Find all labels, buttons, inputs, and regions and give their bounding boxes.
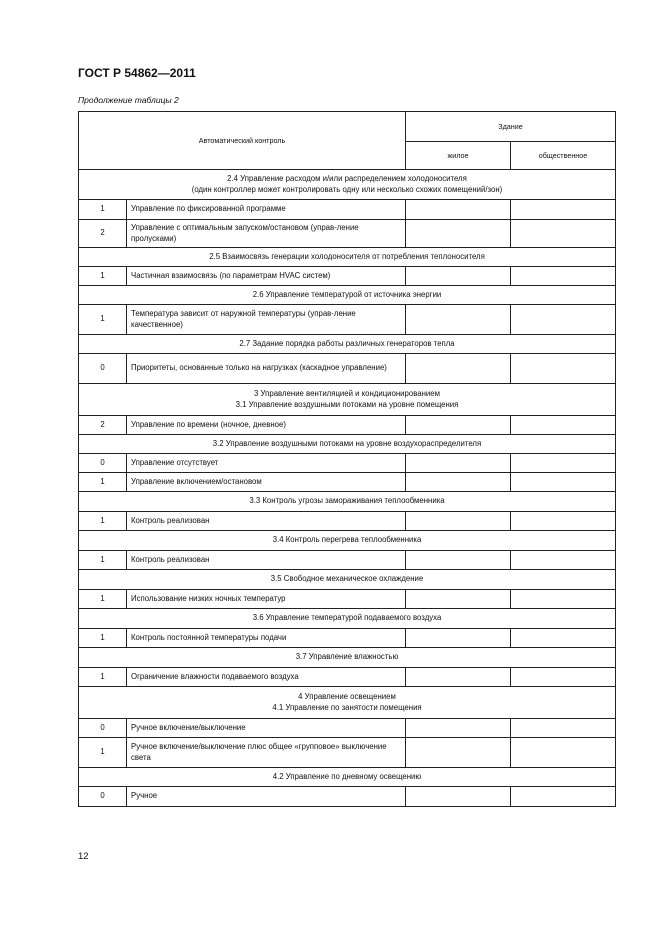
section-heading	[79, 492, 616, 512]
level-number: 1	[79, 738, 127, 768]
section-heading-line: 4.1 Управление по занятости помещения	[272, 702, 422, 712]
table-row	[79, 738, 616, 768]
public-cell	[511, 590, 616, 609]
table-row	[79, 787, 616, 807]
level-number: 1	[79, 305, 127, 335]
level-number: 1	[79, 200, 127, 220]
section-heading-line: 3 Управление вентиляцией и кондиционированием	[254, 389, 440, 399]
residential-cell	[406, 267, 511, 286]
section-heading	[79, 609, 616, 629]
residential-cell	[406, 354, 511, 384]
section-heading	[79, 335, 616, 354]
public-cell	[511, 305, 616, 335]
function-description: Управление отсутствует	[127, 454, 406, 473]
residential-cell	[406, 416, 511, 435]
section-row	[79, 384, 616, 416]
table-row	[79, 200, 616, 220]
section-row	[79, 648, 616, 668]
section-heading-line: 3.2 Управление воздушными потоками на уровне воздухораспределителя	[212, 438, 482, 448]
section-heading-line: 4.2 Управление по дневному освещению	[272, 771, 422, 781]
section-heading-line: 2.6 Управление температурой от источника энергии	[252, 289, 442, 299]
function-description: Частичная взаимосвязь (по параметрам HVAC систем)	[127, 267, 406, 286]
header-public: общественное	[511, 142, 616, 170]
level-number: 0	[79, 454, 127, 473]
function-description: Управление включением/остановом	[127, 473, 406, 492]
section-row	[79, 286, 616, 305]
public-cell	[511, 719, 616, 738]
section-heading-line: 3.4 Контроль перегрева теплообменника	[272, 535, 422, 545]
residential-cell	[406, 668, 511, 687]
level-number: 2	[79, 416, 127, 435]
section-row	[79, 248, 616, 267]
public-cell	[511, 473, 616, 492]
page-number: 12	[78, 851, 89, 862]
section-heading	[79, 531, 616, 551]
header-residential: жилое	[406, 142, 511, 170]
section-heading-line: 3.1 Управление воздушными потоками на уровне помещения	[235, 399, 459, 409]
document-title: ГОСТ Р 54862—2011	[78, 66, 196, 80]
function-description: Контроль реализован	[127, 551, 406, 570]
section-heading-line: 4 Управление освещением	[298, 692, 396, 702]
public-cell	[511, 267, 616, 286]
section-row	[79, 335, 616, 354]
section-heading-line: 3.5 Свободное механическое охлаждение	[270, 574, 424, 584]
table-row	[79, 267, 616, 286]
section-row	[79, 570, 616, 590]
function-description: Контроль реализован	[127, 512, 406, 531]
section-heading-line: 3.6 Управление температурой подаваемого воздуха	[252, 613, 442, 623]
section-row	[79, 531, 616, 551]
section-heading	[79, 570, 616, 590]
residential-cell	[406, 200, 511, 220]
section-heading-line: 2.5 Взаимосвязь генерации холодоносителя от потребления теплоносителя	[209, 251, 485, 261]
function-description: Контроль постоянной температуры подачи	[127, 629, 406, 648]
level-number: 1	[79, 629, 127, 648]
table-row	[79, 668, 616, 687]
section-heading-line: 3.7 Управление влажностью	[295, 652, 399, 662]
function-description: Ручное включение/выключение	[127, 719, 406, 738]
public-cell	[511, 200, 616, 220]
residential-cell	[406, 719, 511, 738]
public-cell	[511, 787, 616, 807]
table-row	[79, 454, 616, 473]
residential-cell	[406, 473, 511, 492]
table-row	[79, 220, 616, 248]
residential-cell	[406, 629, 511, 648]
residential-cell	[406, 787, 511, 807]
section-row	[79, 687, 616, 719]
function-description: Приоритеты, основанные только на нагрузках (каскадное управление)	[127, 354, 406, 384]
public-cell	[511, 416, 616, 435]
level-number: 1	[79, 551, 127, 570]
table-row	[79, 590, 616, 609]
residential-cell	[406, 738, 511, 768]
public-cell	[511, 668, 616, 687]
table-row	[79, 719, 616, 738]
section-heading-line: (один контроллер может контролировать одну или несколько схожих помещений/зон)	[191, 184, 503, 194]
residential-cell	[406, 220, 511, 248]
table-row	[79, 416, 616, 435]
function-description: Ручное	[127, 787, 406, 807]
section-heading-line: 3.3 Контроль угрозы замораживания теплообменника	[249, 496, 445, 506]
residential-cell	[406, 551, 511, 570]
level-number: 1	[79, 267, 127, 286]
table-row	[79, 551, 616, 570]
function-description: Управление по времени (ночное, дневное)	[127, 416, 406, 435]
section-heading	[79, 687, 616, 719]
public-cell	[511, 220, 616, 248]
section-row	[79, 609, 616, 629]
section-row	[79, 492, 616, 512]
residential-cell	[406, 305, 511, 335]
section-heading	[79, 648, 616, 668]
residential-cell	[406, 590, 511, 609]
section-heading	[79, 435, 616, 454]
section-heading	[79, 768, 616, 787]
level-number: 1	[79, 473, 127, 492]
public-cell	[511, 738, 616, 768]
table-row	[79, 305, 616, 335]
section-row	[79, 170, 616, 200]
residential-cell	[406, 512, 511, 531]
table-row	[79, 354, 616, 384]
table-row	[79, 629, 616, 648]
public-cell	[511, 512, 616, 531]
control-table	[78, 111, 616, 807]
table-caption: Продолжение таблицы 2	[78, 95, 179, 105]
level-number: 0	[79, 354, 127, 384]
section-row	[79, 435, 616, 454]
function-description: Управление по фиксированной программе	[127, 200, 406, 220]
section-row	[79, 768, 616, 787]
level-number: 1	[79, 512, 127, 531]
header-building: Здание	[406, 112, 616, 142]
section-heading-line: 2.4 Управление расходом и/или распределением холодоносителя	[227, 174, 467, 184]
level-number: 0	[79, 719, 127, 738]
level-number: 1	[79, 590, 127, 609]
residential-cell	[406, 454, 511, 473]
function-description: Управление с оптимальным запуском/остановом (управ-ление пролусками)	[127, 220, 406, 248]
section-heading	[79, 286, 616, 305]
level-number: 0	[79, 787, 127, 807]
public-cell	[511, 354, 616, 384]
public-cell	[511, 551, 616, 570]
table-row	[79, 473, 616, 492]
section-heading	[79, 384, 616, 416]
function-description: Ограничение влажности подаваемого воздуха	[127, 668, 406, 687]
function-description: Использование низких ночных температур	[127, 590, 406, 609]
section-heading	[79, 170, 616, 200]
public-cell	[511, 454, 616, 473]
public-cell	[511, 629, 616, 648]
section-heading	[79, 248, 616, 267]
function-description: Температура зависит от наружной температуры (управ-ление качественное)	[127, 305, 406, 335]
section-heading-line: 2.7 Задание порядка работы различных генераторов тепла	[239, 338, 455, 348]
level-number: 1	[79, 668, 127, 687]
table-row	[79, 512, 616, 531]
header-control: Автоматический контроль	[79, 112, 406, 170]
level-number: 2	[79, 220, 127, 248]
function-description: Ручное включение/выключение плюс общее «групповое» выключение света	[127, 738, 406, 768]
